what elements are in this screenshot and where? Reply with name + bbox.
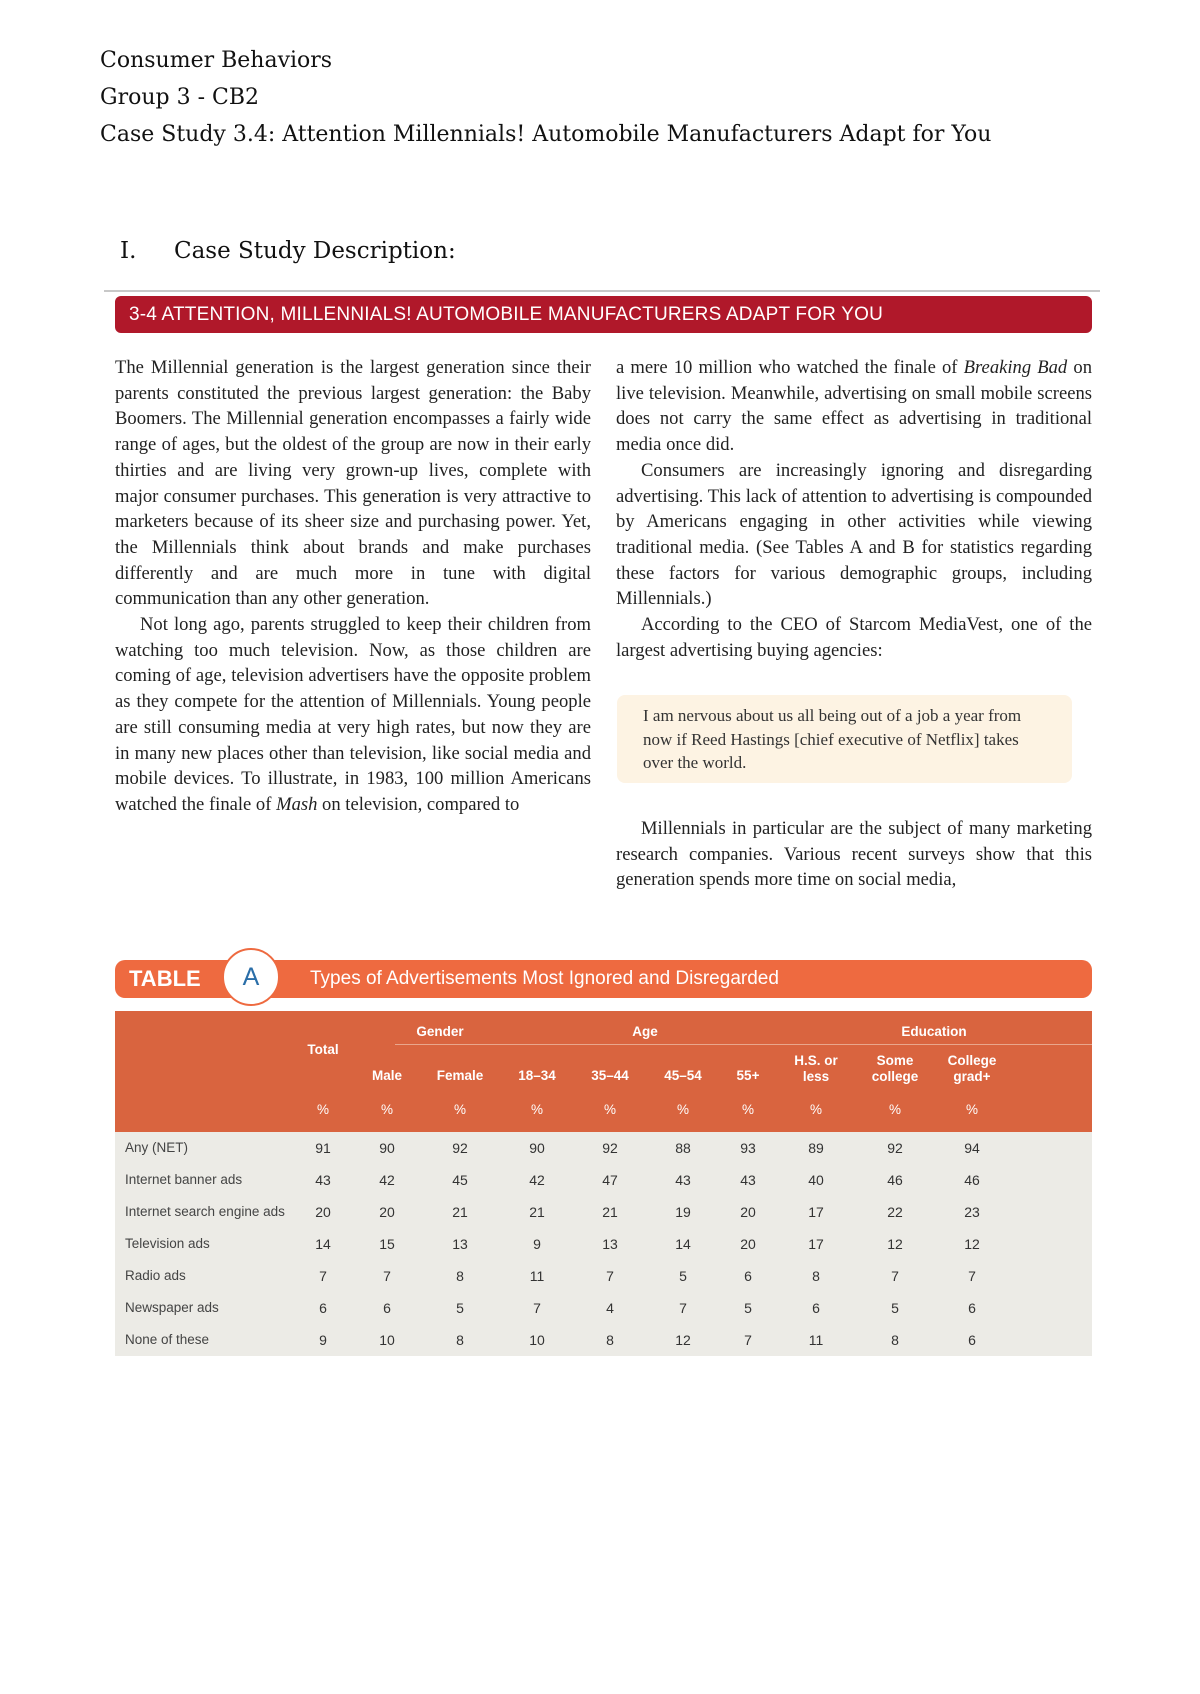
table-cell: 8: [812, 1268, 820, 1284]
doc-title: Consumer Behaviors: [100, 48, 333, 73]
paragraph: According to the CEO of Starcom MediaVest, one of the largest advertising buying agencies:: [616, 614, 1092, 661]
row-label: Newspaper ads: [125, 1300, 219, 1315]
table-cell: 21: [529, 1204, 545, 1220]
table-row: [115, 1228, 1092, 1260]
table-cell: 43: [315, 1172, 331, 1188]
column-header: 55+: [736, 1068, 760, 1083]
table-cell: 47: [602, 1172, 618, 1188]
group-header-education: Education: [901, 1024, 967, 1039]
unit-label: %: [603, 1102, 616, 1117]
column-header: 35–44: [591, 1068, 629, 1083]
group-header-age: Age: [632, 1024, 658, 1039]
table-cell: 5: [891, 1300, 899, 1316]
row-label: Radio ads: [125, 1268, 186, 1283]
table-cell: 94: [964, 1140, 980, 1156]
table-cell: 6: [383, 1300, 391, 1316]
table-cell: 21: [452, 1204, 468, 1220]
case-banner: 3-4 ATTENTION, MILLENNIALS! AUTOMOBILE MANUFACTURERS ADAPT FOR YOU: [115, 296, 1092, 333]
table-cell: 5: [744, 1300, 752, 1316]
body-column-right: [616, 355, 1092, 663]
table-cell: 5: [679, 1268, 687, 1284]
text-run: on television, compared to: [317, 793, 520, 815]
table-cell: 13: [602, 1236, 618, 1252]
unit-label: %: [316, 1102, 329, 1117]
group-header-gender: Gender: [416, 1024, 464, 1039]
table-cell: 90: [529, 1140, 545, 1156]
unit-label: %: [888, 1102, 901, 1117]
doc-case-title: Case Study 3.4: Attention Millennials! Automobile Manufacturers Adapt for You: [100, 122, 992, 147]
table-cell: 12: [675, 1332, 691, 1348]
table-row: [115, 1260, 1092, 1292]
unit-label: %: [530, 1102, 543, 1117]
show-title: Mash: [276, 793, 318, 815]
table-cell: 22: [887, 1204, 903, 1220]
table-cell: 92: [602, 1140, 618, 1156]
table-cell: 46: [887, 1172, 903, 1188]
column-header: 45–54: [664, 1068, 702, 1083]
table-cell: 8: [606, 1332, 614, 1348]
table-cell: 19: [675, 1204, 691, 1220]
table-cell: 8: [891, 1332, 899, 1348]
table-cell: 7: [744, 1332, 752, 1348]
table-cell: 11: [808, 1332, 824, 1348]
table-cell: 4: [606, 1300, 614, 1316]
table-cell: 45: [452, 1172, 468, 1188]
table-cell: 8: [456, 1268, 464, 1284]
table-cell: 14: [675, 1236, 691, 1252]
table-cell: 6: [744, 1268, 752, 1284]
header-divider: [395, 1044, 1092, 1045]
table-cell: 5: [456, 1300, 464, 1316]
table-cell: 6: [319, 1300, 327, 1316]
table-cell: 9: [319, 1332, 327, 1348]
column-header: 18–34: [518, 1068, 556, 1083]
unit-label: %: [741, 1102, 754, 1117]
column-header: Some college: [871, 1053, 919, 1084]
unit-label: %: [809, 1102, 822, 1117]
table-cell: 20: [740, 1236, 756, 1252]
table-cell: 23: [964, 1204, 980, 1220]
text-run: Not long ago, parents struggled to keep their children from watching too much television. Now, as those children are coming of age, television advertisers have the opposite problem as they compete for the attention of Millennials. Young people are still consuming media at very high rates, but now they are in many new places other than television, like social media and mobile devices. To illustrate, in 1983, 100 million Americans watched the finale of: [115, 614, 591, 815]
table-row: [115, 1292, 1092, 1324]
unit-label: %: [380, 1102, 393, 1117]
table-cell: 10: [529, 1332, 545, 1348]
table-cell: 43: [740, 1172, 756, 1188]
table-cell: 20: [315, 1204, 331, 1220]
column-header: Total: [307, 1042, 339, 1057]
section-number: I.: [120, 238, 137, 264]
table-label: TABLE: [129, 966, 201, 991]
table-cell: 6: [968, 1332, 976, 1348]
paragraph: [616, 355, 1092, 458]
paragraph: The Millennial generation is the largest generation since their parents constituted the previous largest generation: the Baby Boomers. The Millennial generation encompasses a fairly wide range of ages, but the oldest of the group are now in their early thirties and are living very grown-up lives, complete with major consumer purchases. This generation is very attractive to marketers because of its sheer size and purchasing power. Yet, the Millennials think about brands and make purchases differently and are much more in tune with digital communication than any other generation.: [115, 357, 591, 610]
table-cell: 11: [529, 1268, 545, 1284]
table-cell: 21: [602, 1204, 618, 1220]
unit-label: %: [965, 1102, 978, 1117]
table-cell: 42: [379, 1172, 395, 1188]
table-cell: 8: [456, 1332, 464, 1348]
table-letter-badge: A: [222, 948, 280, 1006]
paragraph: Consumers are increasingly ignoring and disregarding advertising. This lack of attention to advertising is compounded by Americans engaging in other activities while viewing traditional media. (See Tables A and B for statistics regarding these factors for various demographic groups, including Millennials.): [616, 459, 1092, 610]
table-row: [115, 1196, 1092, 1228]
table-cell: 42: [529, 1172, 545, 1188]
table-cell: 89: [808, 1140, 824, 1156]
table-cell: 40: [808, 1172, 824, 1188]
table-cell: 91: [315, 1140, 331, 1156]
body-column-left: [115, 355, 591, 818]
column-header: Female: [436, 1068, 484, 1083]
table-cell: 43: [675, 1172, 691, 1188]
table-cell: 7: [891, 1268, 899, 1284]
row-label: Television ads: [125, 1236, 210, 1251]
unit-label: %: [453, 1102, 466, 1117]
table-cell: 88: [675, 1140, 691, 1156]
table-cell: 7: [319, 1268, 327, 1284]
table-cell: 93: [740, 1140, 756, 1156]
table-cell: 17: [808, 1236, 824, 1252]
table-cell: 7: [606, 1268, 614, 1284]
table-cell: 6: [812, 1300, 820, 1316]
paragraph: Millennials in particular are the subject of many marketing research companies. Various recent surveys show that this generation spends more time on social media,: [616, 818, 1092, 891]
table-cell: 6: [968, 1300, 976, 1316]
divider: [104, 290, 1100, 292]
table-row: [115, 1324, 1092, 1356]
table-cell: 7: [383, 1268, 391, 1284]
table-cell: 92: [887, 1140, 903, 1156]
section-title: Case Study Description:: [174, 238, 456, 264]
text-run: on live television. Meanwhile, advertising on small mobile screens does not carry the same effect as advertising in traditional media once did.: [616, 357, 1092, 456]
table-cell: 12: [887, 1236, 903, 1252]
row-label: None of these: [125, 1332, 210, 1347]
table-title: Types of Advertisements Most Ignored and Disregarded: [310, 968, 779, 989]
table-body: [115, 1132, 1092, 1356]
table-cell: 90: [379, 1140, 395, 1156]
table-cell: 46: [964, 1172, 980, 1188]
table-cell: 7: [679, 1300, 687, 1316]
table-cell: 7: [968, 1268, 976, 1284]
table-cell: 10: [379, 1332, 395, 1348]
table-row: [115, 1132, 1092, 1164]
section-heading: [120, 238, 456, 264]
table-cell: 92: [452, 1140, 468, 1156]
table-cell: 13: [452, 1236, 468, 1252]
paragraph: [115, 612, 591, 818]
column-header: College grad+: [947, 1053, 997, 1084]
block-quote: I am nervous about us all being out of a job a year from now if Reed Hastings [chief executive of Netflix] takes over the world.: [617, 695, 1072, 783]
table-cell: 14: [315, 1236, 331, 1252]
table-cell: 7: [533, 1300, 541, 1316]
table-cell: 20: [379, 1204, 395, 1220]
table-title-bar: [115, 960, 1092, 998]
table-cell: 12: [964, 1236, 980, 1252]
column-header: H.S. or less: [794, 1053, 838, 1084]
show-title: Breaking Bad: [963, 357, 1068, 378]
table-cell: 15: [379, 1236, 395, 1252]
row-label: Internet banner ads: [125, 1172, 243, 1187]
table-cell: 9: [533, 1236, 541, 1252]
doc-group: Group 3 - CB2: [100, 85, 259, 110]
table-cell: 17: [808, 1204, 824, 1220]
table-cell: 20: [740, 1204, 756, 1220]
row-label: Internet search engine ads: [125, 1204, 285, 1219]
row-label: Any (NET): [125, 1140, 189, 1155]
unit-label: %: [676, 1102, 689, 1117]
body-column-right-continued: [616, 816, 1092, 893]
table-row: [115, 1164, 1092, 1196]
text-run: a mere 10 million who watched the finale of: [616, 357, 964, 378]
column-header: Male: [371, 1068, 402, 1083]
